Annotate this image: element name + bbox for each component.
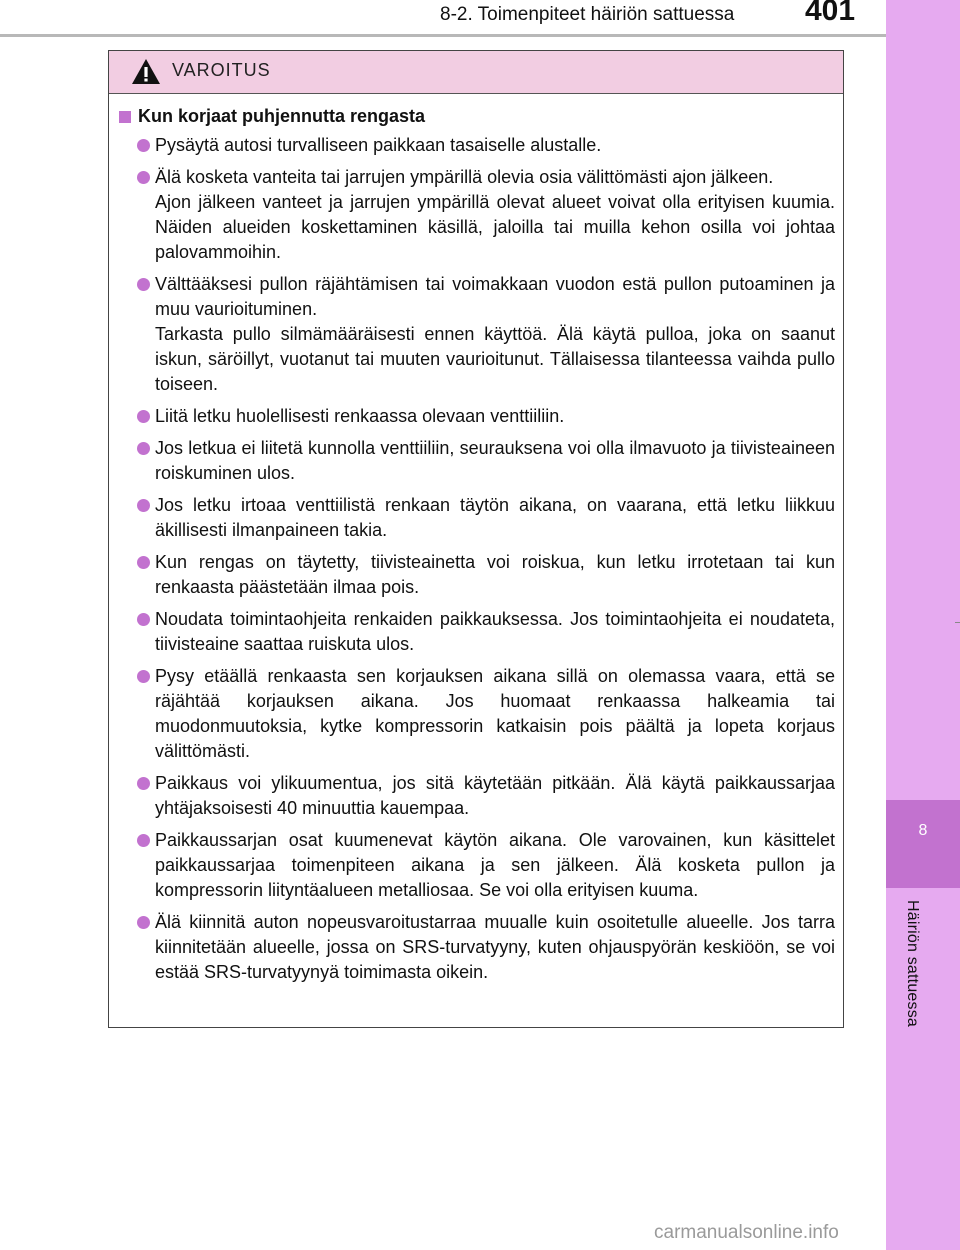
- bullet-dot-icon: [137, 410, 150, 423]
- list-item: [119, 771, 835, 821]
- list-item: [119, 493, 835, 543]
- list-item: [119, 436, 835, 486]
- page-number: 401: [805, 0, 856, 27]
- list-item: [119, 133, 835, 158]
- warning-triangle-icon: [131, 58, 161, 90]
- bullet-dot-icon: [137, 278, 150, 291]
- bullet-dot-icon: [137, 670, 150, 683]
- list-item-text: Tarkasta pullo silmämääräisesti ennen käyttöä. Älä käytä pulloa, joka on saanut iskun, säröillyt, vuotanut tai muuten vaurioitunut. Tällaisessa tilanteessa vaihda pullo toiseen.: [155, 324, 835, 394]
- list-item-text: Pysäytä autosi turvalliseen paikkaan tasaiselle alustalle.: [155, 135, 602, 155]
- bullet-dot-icon: [137, 442, 150, 455]
- list-item: [119, 550, 835, 600]
- list-item-text: Noudata toimintaohjeita renkaiden paikkauksessa. Jos toimintaohjeita ei noudateta, tiivisteaine saattaa ruiskuta ulos.: [155, 609, 835, 654]
- warning-header: [109, 51, 843, 94]
- section-title: 8-2. Toimenpiteet häiriön sattuessa: [440, 4, 735, 25]
- list-item-text: Älä kiinnitä auton nopeusvaroitustarraa muualle kuin osoitetulle alueelle. Jos tarra kiinnitetään alueelle, jossa on SRS-turvatyyny, kuten ohjauspyörän keskiöön, se voi estää SRS-turvatyynyä toimimasta oikein.: [155, 912, 835, 982]
- chapter-title: Häiriön sattuessa: [904, 900, 921, 1028]
- list-item: [119, 664, 835, 764]
- warning-label: VAROITUS: [172, 60, 271, 80]
- bullet-dot-icon: [137, 556, 150, 569]
- list-item: [119, 404, 835, 429]
- list-item: [119, 910, 835, 985]
- list-item-text: Jos letkua ei liitetä kunnolla venttiiliin, seurauksena voi olla ilmavuoto ja tiivisteaineen roiskuminen ulos.: [155, 438, 835, 483]
- bullet-dot-icon: [137, 139, 150, 152]
- margin-tick: [955, 622, 960, 623]
- bullet-dot-icon: [137, 834, 150, 847]
- list-item-text: Välttääksesi pullon räjähtämisen tai voimakkaan vuodon estä pullon putoaminen ja muu vaurioituminen.: [155, 274, 835, 319]
- list-item-text: Paikkaus voi ylikuumentua, jos sitä käytetään pitkään. Älä käytä paikkaussarjaa yhtäjaksoisesti 40 minuuttia kauempaa.: [155, 773, 835, 818]
- section-heading-text: Kun korjaat puhjennutta rengasta: [138, 106, 426, 126]
- bullet-dot-icon: [137, 499, 150, 512]
- warning-item-list: [119, 133, 835, 985]
- warning-box: [108, 50, 844, 1028]
- list-item-text: Pysy etäällä renkaasta sen korjauksen aikana sillä on olemassa vaara, että se räjähtää korjauksen aikana. Jos huomaat renkaassa halkeamia tai muodonmuutoksia, kytke kompressorin katkaisin pois päältä ja lopeta korjaus välittömästi.: [155, 666, 835, 761]
- section-heading: [119, 106, 835, 127]
- watermark: carmanualsonline.info: [654, 1222, 839, 1243]
- bullet-dot-icon: [137, 171, 150, 184]
- list-item-text: Paikkaussarjan osat kuumenevat käytön aikana. Ole varovainen, kun käsittelet paikkaussarjaa toimenpiteen aikana ja sen jälkeen. Älä kosketa pullon ja kompressorin liityntäalueen metalliosaa. Se voi olla erityisen kuuma.: [155, 830, 835, 900]
- list-item-text: Liitä letku huolellisesti renkaassa olevaan venttiiliin.: [155, 406, 565, 426]
- warning-body: [109, 94, 843, 985]
- square-bullet-icon: [119, 111, 131, 123]
- list-item-text: Jos letku irtoaa venttiilistä renkaan täytön aikana, on vaarana, että letku liikkuu äkillisesti ilmanpaineen takia.: [155, 495, 835, 540]
- header-divider: [0, 34, 886, 37]
- list-item: [119, 607, 835, 657]
- bullet-dot-icon: [137, 916, 150, 929]
- chapter-side-tab: [886, 0, 960, 1250]
- bullet-dot-icon: [137, 777, 150, 790]
- list-item: [119, 165, 835, 265]
- list-item: [119, 272, 835, 397]
- chapter-number-box: [886, 800, 960, 888]
- list-item: [119, 828, 835, 903]
- list-item-text: Kun rengas on täytetty, tiivisteainetta voi roiskua, kun letku irrotetaan tai kun renkaasta päästetään ilmaa pois.: [155, 552, 835, 597]
- bullet-dot-icon: [137, 613, 150, 626]
- list-item-text: Ajon jälkeen vanteet ja jarrujen ympärillä olevat alueet voivat olla erityisen kuumia. Näiden alueiden koskettaminen käsillä, jaloilla tai muilla kehon osilla voi johtaa palovammoihin.: [155, 192, 835, 262]
- chapter-number: 8: [918, 822, 928, 839]
- list-item-text: Älä kosketa vanteita tai jarrujen ympärillä olevia osia välittömästi ajon jälkeen.: [155, 167, 774, 187]
